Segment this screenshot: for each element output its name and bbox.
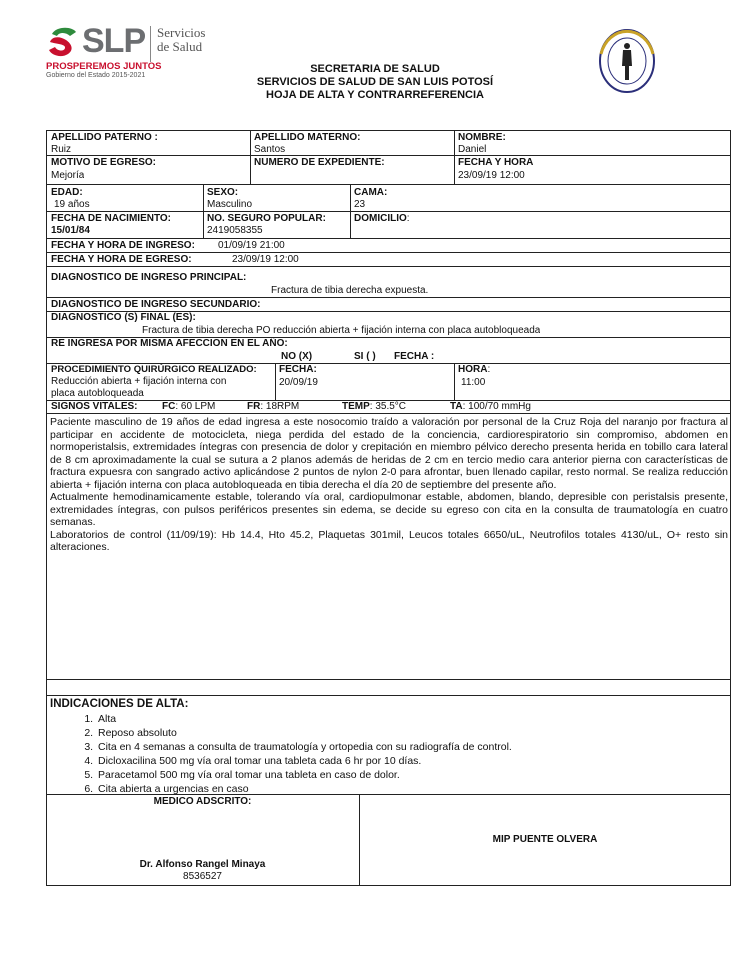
signos-fc: FC: 60 LPM [162, 401, 216, 412]
procedimiento-hora-value: 11:00 [461, 377, 486, 388]
logo-motto: PROSPEREMOS JUNTOS [46, 61, 162, 72]
dx-principal-value: Fractura de tibia derecha expuesta. [271, 285, 429, 296]
procedimiento-label: PROCEDIMIENTO QUIRÚRGICO REALIZADO: [51, 364, 257, 375]
fecha-ingreso-label: FECHA Y HORA DE INGRESO: [51, 240, 195, 251]
clinical-summary-paragraph-2: Actualmente hemodinamicamente estable, tolerando vía oral, cardiopulmonar estable, abdomen, blando, depresible con peristalsis presente, extremidades íntegras, con pulsos periféricos presentes sin edema, se decide su egreso con cita en la consulta de traumatología en cuatro semanas. [50, 491, 728, 528]
clinical-summary-paragraph-1: Paciente masculino de 19 años de edad ingresa a este nosocomio traído a valoración por personal de la Cruz Roja del naranjo por fractura al participar en accidente de motocicleta, niega perdida del estado de la conciencia, cardiorespiratorio sin compromiso, abdomen en normoperistalsis, extremidades íntegras con presencia de dolor y crepitación en miembro pélvico derecho presenta herida en tobillo cara lateral de 8 cm aproximadamente la cual se sutura a 2 planos además de heridas de 2 cm en tercio medio cara anterior pierna con características de fractura expuesra con sangrado activo aplicándose 2 puntos de nylon 2-0 para afrontar, buen llenado capilar, resto normal. Se realiza reducción abierta + fijación interna con placa autobloqueada en tibia derecha el día 20 de septiembre del presente año. [50, 416, 728, 491]
procedimiento-hora-label: HORA: [458, 364, 491, 375]
document-title-2: SERVICIOS DE SALUD DE SAN LUIS POTOSÍ [256, 76, 494, 88]
procedimiento-fecha-label: FECHA: [279, 364, 317, 375]
nacimiento-label: FECHA DE NACIMIENTO: [51, 213, 171, 224]
expediente-label: NUMERO DE EXPEDIENTE: [254, 157, 385, 168]
servicios-de-salud-logo: Servicios de Salud [157, 25, 206, 54]
fecha-hora-value: 23/09/19 12:00 [458, 170, 525, 181]
apellido-paterno-value: Ruiz [51, 144, 72, 155]
fecha-egreso-value: 23/09/19 12:00 [232, 254, 299, 265]
nombre-value: Daniel [458, 144, 487, 155]
list-item: 6. Cita abierta a urgencias en caso [96, 782, 728, 796]
clinical-summary [50, 416, 728, 554]
sexo-value: Masculino [207, 199, 253, 210]
list-item: 1. Alta [96, 712, 728, 726]
mip-name: MIP PUENTE OLVERA [492, 834, 598, 845]
reingresa-no: NO (X) [281, 351, 313, 362]
motivo-egreso-label: MOTIVO DE EGRESO: [51, 157, 157, 168]
medico-id: 8536527 [183, 871, 222, 882]
dx-final-label: DIAGNOSTICO (S) FINAL (ES): [51, 312, 196, 323]
dx-final-value: Fractura de tibia derecha PO reducción abierta + fijación interna con placa autobloqueada [142, 325, 541, 336]
fecha-hora-label: FECHA Y HORA [458, 157, 534, 168]
apellido-materno-value: Santos [254, 144, 286, 155]
list-item: 4. Dicloxacilina 500 mg vía oral tomar una tableta cada 6 hr por 10 días. [96, 754, 728, 768]
procedimiento-fecha-value: 20/09/19 [279, 377, 318, 388]
cama-label: CAMA: [354, 187, 388, 198]
indicaciones-title: INDICACIONES DE ALTA: [50, 698, 189, 710]
nombre-label: NOMBRE: [458, 132, 506, 143]
reingresa-label: RE INGRESA POR MISMA AFECCION EN EL AÑO: [51, 338, 288, 349]
seguro-popular-value: 2419058355 [207, 225, 263, 236]
dx-secundario-label: DIAGNOSTICO DE INGRESO SECUNDARIO: [51, 299, 261, 310]
medico-adscrito-label: MEDICO ADSCRITO: [153, 796, 252, 807]
signos-fr: FR: 18RPM [247, 401, 300, 412]
reingresa-fecha: FECHA : [394, 351, 435, 362]
apellido-materno-label: APELLIDO MATERNO: [254, 132, 361, 143]
list-item: 5. Paracetamol 500 mg vía oral tomar una tableta en caso de dolor. [96, 768, 728, 782]
fecha-egreso-label: FECHA Y HORA DE EGRESO: [51, 254, 192, 265]
motivo-egreso-value: Mejoría [51, 170, 85, 181]
fecha-ingreso-value: 01/09/19 21:00 [218, 240, 285, 251]
document-title-1: SECRETARIA DE SALUD [310, 63, 440, 75]
medico-name: Dr. Alfonso Rangel Minaya [139, 859, 266, 870]
clinical-summary-paragraph-3: Laboratorios de control (11/09/19): Hb 14.4, Hto 45.2, Plaquetas 301mil, Leucos totales 6650/uL, Neutrofilos totales 4130/uL, O+ resto sin alteraciones. [50, 528, 728, 553]
document-title-3: HOJA DE ALTA Y CONTRARREFERENCIA [266, 89, 484, 101]
cama-value: 23 [354, 199, 366, 210]
slp-logo-mark-icon [46, 24, 80, 58]
list-item: 2. Reposo absoluto [96, 726, 728, 740]
signos-temp: TEMP: 35.5°C [342, 401, 407, 412]
slp-logo-text: SLP [82, 22, 146, 60]
reingresa-si: SI ( ) [354, 351, 376, 362]
signos-ta: TA: 100/70 mmHg [450, 401, 531, 412]
seguro-popular-label: NO. SEGURO POPULAR: [207, 213, 326, 224]
indicaciones-list [50, 712, 728, 796]
discharge-instructions [50, 697, 728, 796]
logo-divider [150, 26, 151, 62]
procedimiento-value-1: Reducción abierta + fijación interna con [51, 376, 227, 387]
sexo-label: SEXO: [207, 187, 239, 198]
nacimiento-value: 15/01/84 [51, 225, 90, 236]
logo-government: Gobierno del Estado 2015-2021 [46, 72, 146, 79]
signos-vitales-label: SIGNOS VITALES: [51, 401, 138, 412]
list-item: 3. Cita en 4 semanas a consulta de traumatología y ortopedia con su radiografía de control. [96, 740, 728, 754]
edad-value: 19 años [54, 199, 90, 210]
dx-principal-label: DIAGNOSTICO DE INGRESO PRINCIPAL: [51, 272, 247, 283]
domicilio-label: DOMICILIO: [354, 213, 410, 224]
procedimiento-value-2: placa autobloqueada [51, 388, 144, 399]
apellido-paterno-label: APELLIDO PATERNO : [51, 132, 158, 143]
edad-label: EDAD: [51, 187, 83, 198]
